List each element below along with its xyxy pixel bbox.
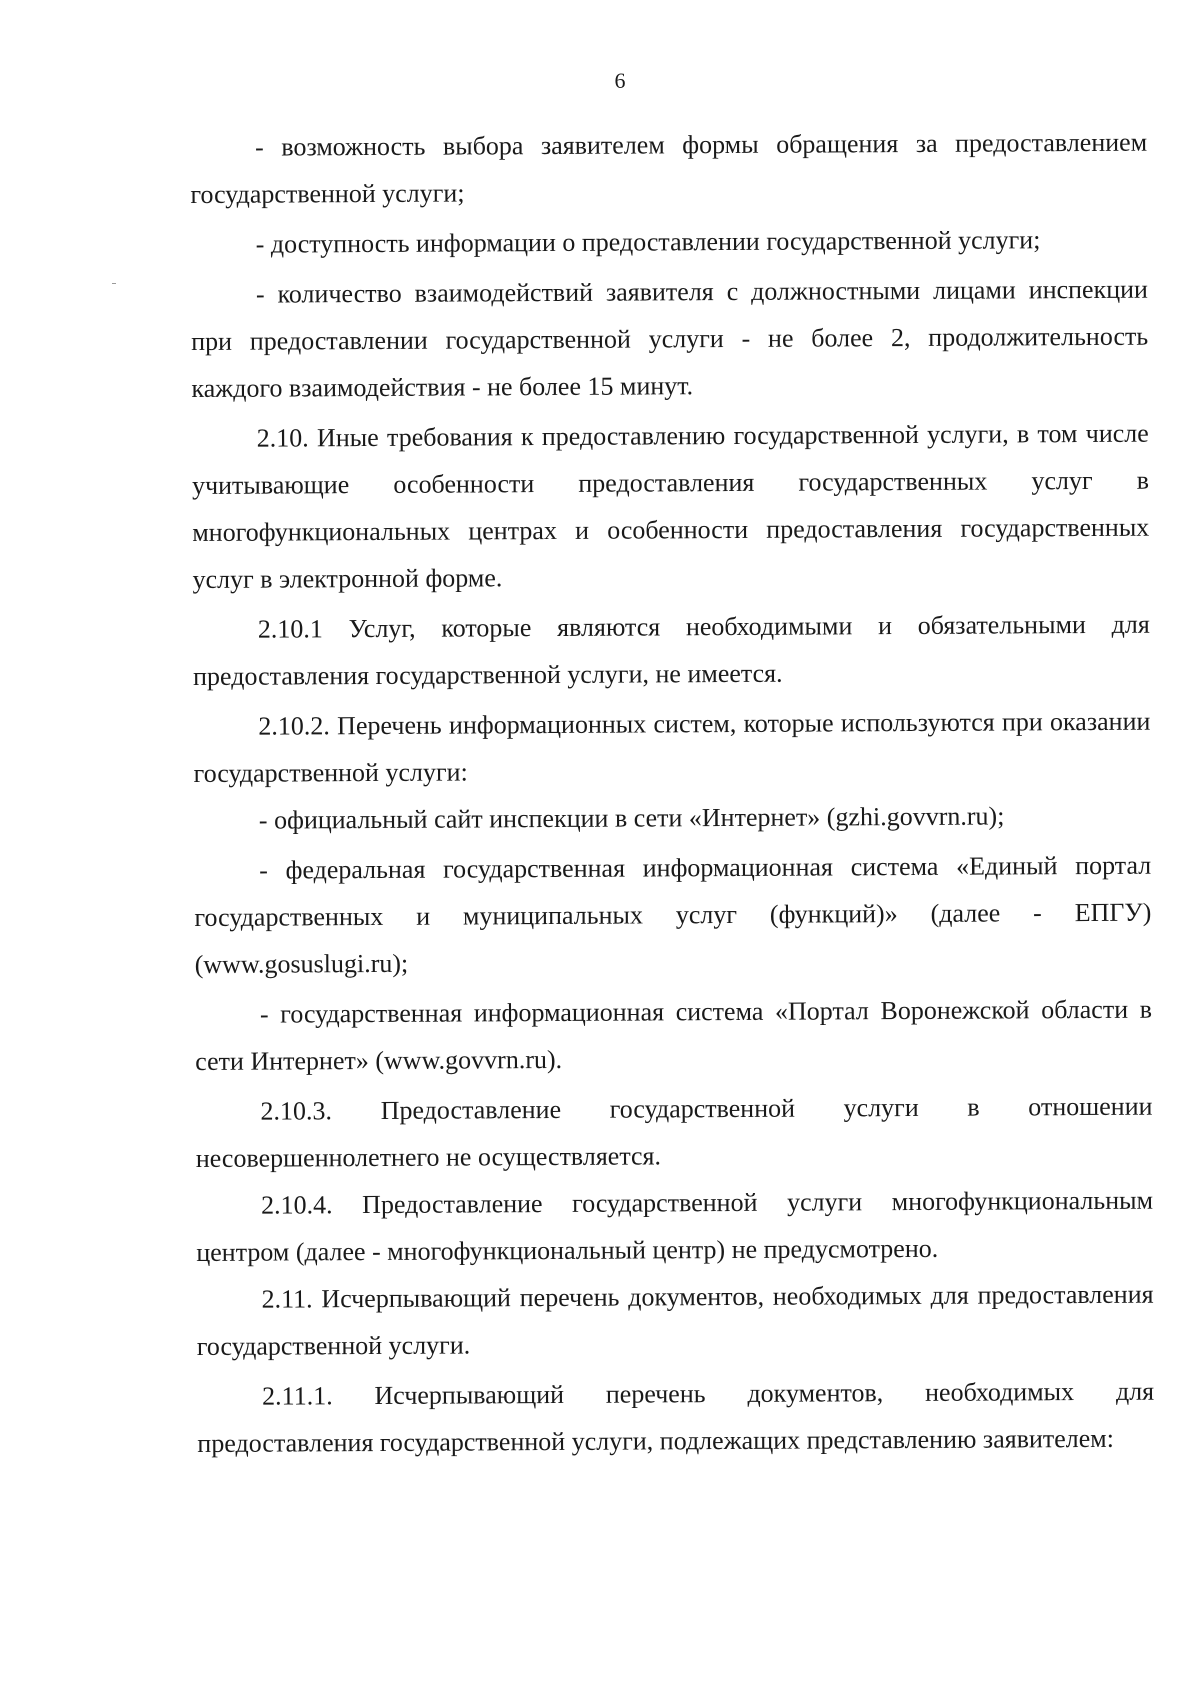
paragraph-section-2-10-3: 2.10.3. Предоставление государственной услуги в отношении несовершеннолетнего не осуществляется.	[195, 1091, 1153, 1173]
paragraph-form-choice: - возможность выбора заявителем формы обращения за предоставлением государственной услуги;	[190, 127, 1148, 209]
paragraph-voronezh-portal: - государственная информационная система «Портал Воронежской области в сети Интернет» (www.govvrn.ru).	[195, 994, 1153, 1076]
paragraph-info-availability: - доступность информации о предоставлении государственной услуги;	[255, 225, 1041, 259]
page-number: 6	[614, 68, 626, 93]
document-body	[190, 119, 1155, 1470]
paragraph-section-2-10-2: 2.10.2. Перечень информационных систем, которые используются при оказании государственной услуги:	[193, 706, 1151, 788]
paragraph-section-2-10: 2.10. Иные требования к предоставлению государственной услуги, в том числе учитывающие особенности предоставления государственных услуг в многофункциональных центрах и особенности предоставления государственных услуг в электронной форме.	[191, 418, 1150, 594]
paragraph-section-2-10-4: 2.10.4. Предоставление государственной услуги многофункциональным центром (далее - многофункциональный центр) не предусмотрено.	[196, 1185, 1154, 1267]
paragraph-section-2-11: 2.11. Исчерпывающий перечень документов, необходимых для предоставления государственной услуги.	[196, 1279, 1154, 1361]
paragraph-section-2-11-1: 2.11.1. Исчерпывающий перечень документов, необходимых для предоставления государственной услуги, подлежащих представлению заявителем:	[197, 1376, 1155, 1458]
paragraph-official-site: - официальный сайт инспекции в сети «Интернет» (gzhi.govvrn.ru);	[258, 801, 1005, 835]
scan-mark	[112, 283, 116, 284]
paragraph-section-2-10-1: 2.10.1 Услуг, которые являются необходимыми и обязательными для предоставления государственной услуги, не имеется.	[193, 609, 1150, 691]
paragraph-interactions-count: - количество взаимодействий заявителя с должностными лицами инспекции при предоставлении государственной услуги - не более 2, продолжительность каждого взаимодействия - не более 15 минут.	[191, 274, 1149, 403]
paragraph-epgu-system: - федеральная государственная информационная система «Единый портал государственных и муниципальных услуг (функций)» (далее - ЕПГУ) (www.gosuslugi.ru);	[194, 850, 1152, 979]
